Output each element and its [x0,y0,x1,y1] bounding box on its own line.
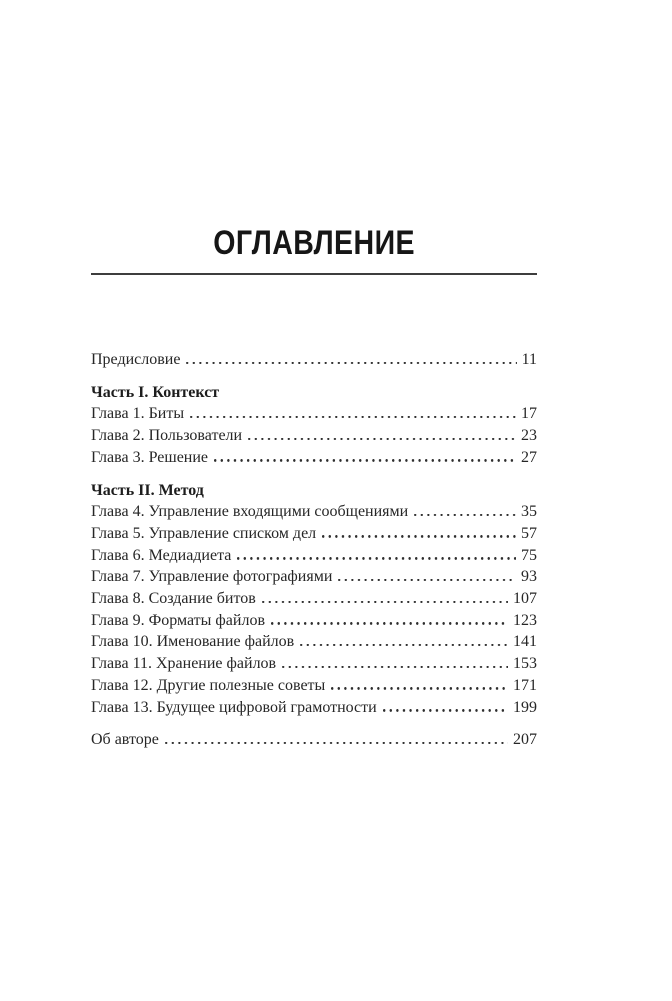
toc-entry-label: Глава 8. Создание битов [91,590,256,608]
toc-entry-label: Часть II. Метод [91,481,204,499]
toc-entry-page-number: 11 [521,351,537,368]
toc-part-header [91,480,537,502]
toc-entry-page-number: 141 [513,633,537,651]
toc-entry-page-number: 17 [521,405,537,423]
dot-leader [322,535,516,538]
toc-entry-page-number: 171 [513,676,537,694]
dot-leader [331,687,508,690]
dot-leader [300,644,508,647]
dot-leader [237,557,516,560]
toc-entry [91,523,537,545]
toc-entry [91,447,537,469]
toc-part-header [91,382,537,404]
toc-entry-page-number: 153 [513,655,537,673]
toc-entry [91,653,537,675]
toc-entry [91,610,537,632]
toc-entry [91,566,537,588]
toc-entry-page-number: 57 [521,524,537,542]
toc-entry-label: Глава 13. Будущее цифровой грамотности [91,698,377,716]
title-block [91,226,537,275]
toc-entry [91,729,537,751]
toc-entry-page-number: 35 [521,503,537,521]
toc-entry [91,501,537,523]
toc-entry-page-number: 93 [521,568,537,586]
toc-entry [91,349,537,371]
toc-entry-label: Часть I. Контекст [91,383,220,401]
toc-entry-label: Предисловие [91,351,181,368]
toc-entry-page-number: 75 [521,546,537,564]
dot-leader [214,459,516,462]
dot-leader [338,579,516,582]
toc-entry-label: Глава 10. Именование файлов [91,633,295,651]
toc-list [91,349,537,751]
toc-entry-label: Глава 2. Пользователи [91,427,243,445]
toc-entry-label: Глава 6. Медиадиета [91,546,232,564]
toc-entry-label: Глава 5. Управление списком дел [91,524,317,542]
dot-leader [165,742,508,745]
toc-entry-page-number: 27 [521,448,537,466]
toc-entry [91,588,537,610]
toc-entry [91,425,537,447]
toc-entry-label: Глава 9. Форматы файлов [91,611,265,629]
dot-leader [190,416,516,419]
toc-entry-page-number: 107 [513,590,537,608]
dot-leader [262,601,508,604]
toc-entry-label: Глава 3. Решение [91,448,209,466]
toc-entry-label: Глава 12. Другие полезные советы [91,676,326,694]
toc-entry [91,675,537,697]
toc-entry-page-number: 123 [513,611,537,629]
dot-leader [186,362,516,365]
toc-entry-page-number: 23 [521,427,537,445]
dot-leader [414,514,516,517]
toc-entry-label: Глава 11. Хранение файлов [91,655,277,673]
dot-leader [248,438,516,441]
toc-entry-label: Об авторе [91,731,159,749]
page-title: ОГЛАВЛЕНИЕ [213,224,415,262]
toc-entry-page-number: 207 [513,731,537,749]
dot-leader [383,709,508,712]
toc-entry [91,545,537,567]
dot-leader [282,666,508,669]
toc-entry [91,697,537,719]
dot-leader [271,622,508,625]
toc-entry-label: Глава 1. Биты [91,405,185,423]
toc-entry [91,403,537,425]
page-content [91,0,537,751]
toc-entry-page-number: 199 [513,698,537,716]
toc-entry-label: Глава 4. Управление входящими сообщениями [91,503,409,521]
toc-entry-label: Глава 7. Управление фотографиями [91,568,333,586]
toc-entry [91,631,537,653]
